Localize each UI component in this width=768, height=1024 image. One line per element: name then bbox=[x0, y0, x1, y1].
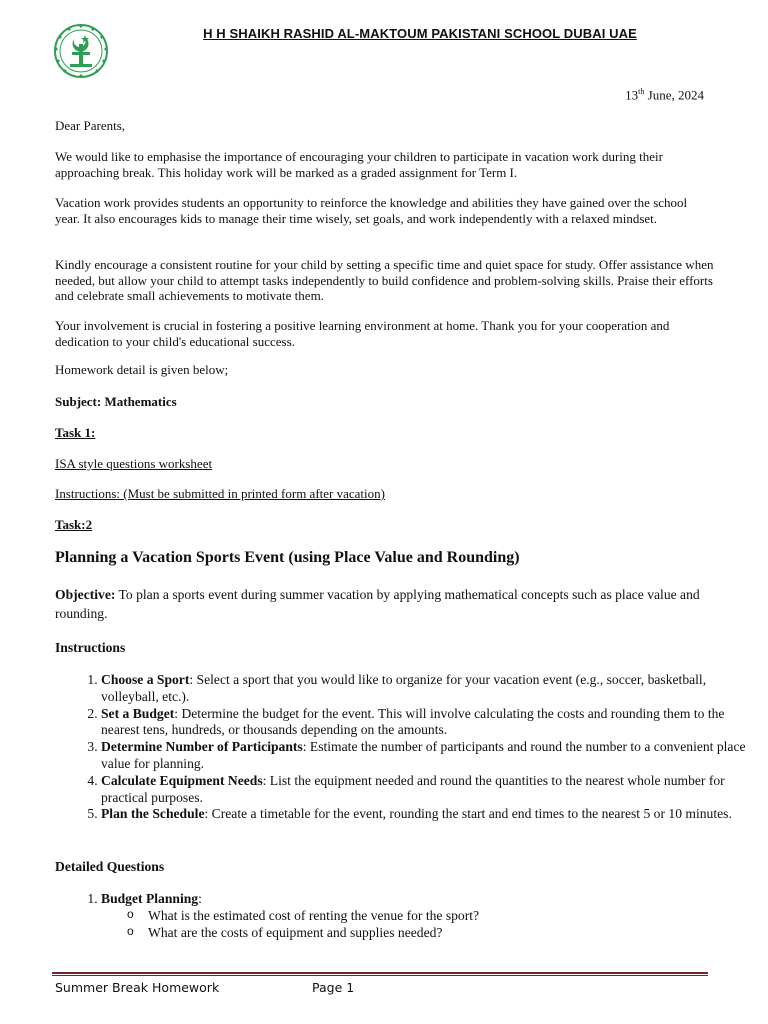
objective-label: Objective: bbox=[55, 587, 116, 602]
paragraph: Vacation work provides students an opportunity to reinforce the knowledge and abilities they have gained over the school year. It also encourages kids to manage their time wisely, set goals, and work independently with a relaxed mindset. bbox=[55, 195, 688, 226]
letter-date: 13th June, 2024 bbox=[625, 87, 704, 103]
list-item: 2. Set a Budget: Determine the budget for the event. This will involve calculating the costs and rounding them to the nearest tens, hundreds, or thousands depending on the amounts. bbox=[101, 706, 751, 740]
detailed-questions bbox=[55, 890, 751, 941]
instructions-heading: Instructions bbox=[55, 640, 126, 655]
footer-rule-thin bbox=[52, 975, 708, 976]
questions-heading: Detailed Questions bbox=[55, 859, 165, 874]
sub-list-item: o What are the costs of equipment and supplies needed? bbox=[127, 924, 751, 941]
paragraph: Kindly encourage a consistent routine for your child by setting a specific time and quiet space for study. Offer assistance when needed, but allow your child to attempt tasks independently to build confidence and problem-solving skills. Praise their efforts and celebrate small achievements to motivate them. bbox=[55, 257, 714, 303]
task1-instructions: Instructions: (Must be submitted in printed form after vacation) bbox=[55, 486, 385, 501]
instruction-steps bbox=[55, 672, 751, 823]
objective bbox=[55, 585, 705, 623]
page-number: Page 1 bbox=[312, 980, 355, 995]
task2-heading: Task:2 bbox=[55, 517, 93, 532]
homework-intro: Homework detail is given below; bbox=[55, 362, 229, 377]
task1-item: ISA style questions worksheet bbox=[55, 456, 213, 471]
list-item: 5. Plan the Schedule: Create a timetable for the event, rounding the start and end times to the nearest 5 or 10 minutes. bbox=[101, 806, 751, 823]
objective-text: To plan a sports event during summer vacation by applying mathematical concepts such as place value and rounding. bbox=[55, 587, 700, 621]
footer-title: Summer Break Homework bbox=[55, 980, 220, 995]
list-item: 3. Determine Number of Participants: Estimate the number of participants and round the number to a convenient place value for planning. bbox=[101, 739, 751, 773]
list-item: 1. Choose a Sport: Select a sport that you would like to organize for your vacation event (e.g., soccer, basketball, volleyball, etc.). bbox=[101, 672, 751, 706]
school-name: H H SHAIKH RASHID AL-MAKTOUM PAKISTANI SCHOOL DUBAI UAE bbox=[203, 26, 637, 41]
paragraph: We would like to emphasise the importance of encouraging your children to participate in vacation work during their approaching break. This holiday work will be marked as a graded assignment for Term I. bbox=[55, 149, 663, 180]
footer-rule bbox=[52, 972, 708, 974]
list-item: 1. Budget Planning: o What is the estimated cost of renting the venue for the sport? o What are the costs of equipment and supplies needed? bbox=[101, 890, 751, 941]
paragraph: Your involvement is crucial in fostering a positive learning environment at home. Thank you for your cooperation and dedication to your child's educational success. bbox=[55, 318, 670, 349]
sub-list-item: o What is the estimated cost of renting the venue for the sport? bbox=[127, 907, 751, 924]
list-item: 4. Calculate Equipment Needs: List the equipment needed and round the quantities to the nearest whole number for practical purposes. bbox=[101, 773, 751, 807]
school-crest-logo-icon bbox=[52, 22, 110, 80]
task1-heading: Task 1: bbox=[55, 425, 96, 440]
salutation: Dear Parents, bbox=[55, 118, 126, 133]
task2-title: Planning a Vacation Sports Event (using Place Value and Rounding) bbox=[55, 549, 520, 566]
subject-heading: Subject: Mathematics bbox=[55, 394, 177, 409]
